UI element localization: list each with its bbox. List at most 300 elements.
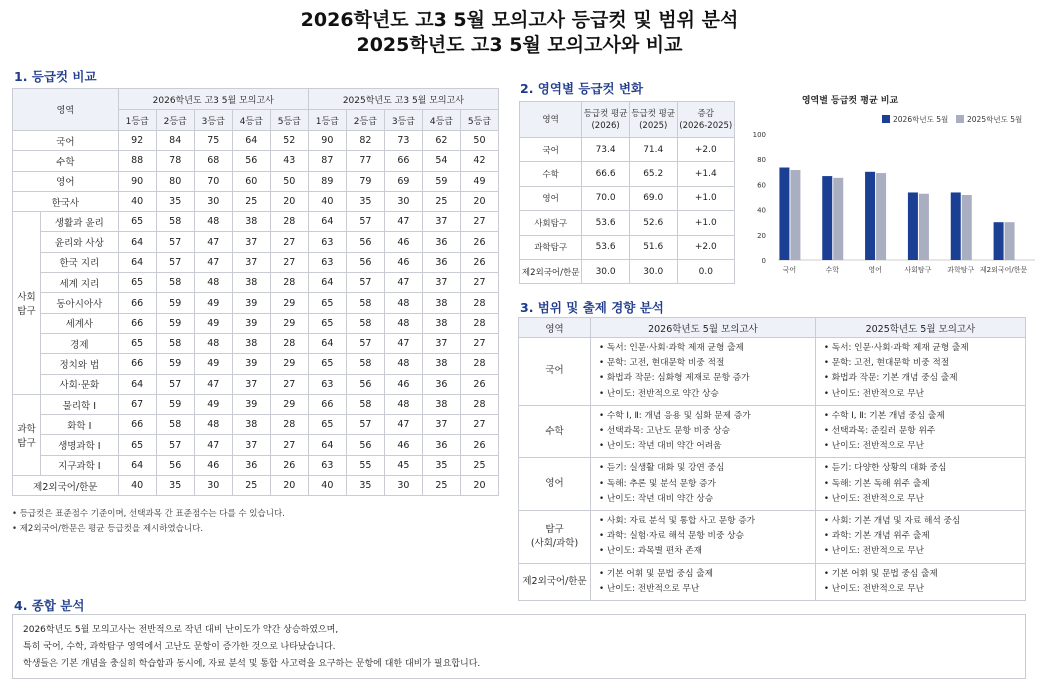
- bullet-item: • 화법과 작문: 기본 개념 중심 출제: [824, 371, 1019, 386]
- cell-2025: 28: [460, 293, 498, 313]
- subject-name: 화학 Ⅰ: [41, 415, 119, 435]
- cell-2026: 28: [270, 415, 308, 435]
- bullet-item: • 선택과목: 고난도 문항 비중 상승: [599, 424, 809, 439]
- cell-2025: 40: [308, 191, 346, 211]
- bullet-item: • 사회: 자료 분석 및 통합 사고 문항 증가: [599, 514, 809, 529]
- table-row: [13, 313, 499, 333]
- cell-2025: 26: [460, 435, 498, 455]
- cell-2025: 36: [422, 252, 460, 272]
- subject-name: 정치와 법: [41, 354, 119, 374]
- grade-cut-table: [12, 88, 499, 496]
- x-tick-label: 사회탐구: [904, 266, 932, 274]
- cell-2025: 37: [422, 415, 460, 435]
- section1-heading: 1. 등급컷 비교: [14, 69, 97, 84]
- bullet-list: [599, 409, 809, 455]
- subject-name: 탐구 (사회/과학): [519, 511, 591, 564]
- cell-2025: 58: [346, 394, 384, 414]
- cell-2025: 63: [308, 232, 346, 252]
- title-line-1: 2026학년도 고3 5월 모의고사 등급컷 및 범위 분석: [300, 9, 739, 31]
- bar-2026: [908, 192, 918, 260]
- cell-2026: 27: [270, 232, 308, 252]
- cell-2025: 57: [346, 415, 384, 435]
- grade-header: 1등급: [308, 110, 346, 131]
- cell-2026: 37: [232, 252, 270, 272]
- cell-2026: 57: [156, 252, 194, 272]
- cell-2025: 28: [460, 313, 498, 333]
- trend-cell-2025: [815, 338, 1025, 406]
- cell-2025: 28: [460, 354, 498, 374]
- table-row: [519, 511, 1026, 564]
- value-cell: 70.0: [582, 186, 630, 210]
- bullet-item: • 수학 Ⅰ, Ⅱ: 개념 응용 및 심화 문제 증가: [599, 409, 809, 424]
- cell-2026: 65: [118, 333, 156, 353]
- col-header: 등급컷 평균 (2026): [582, 102, 630, 138]
- cell-2025: 56: [346, 252, 384, 272]
- x-tick-label: 국어: [782, 266, 797, 274]
- trend-cell-2026: [591, 458, 816, 511]
- cell-2026: 29: [270, 293, 308, 313]
- bullet-item: • 화법과 작문: 심화형 제재로 문항 증가: [599, 371, 809, 386]
- legend-swatch: [882, 115, 890, 123]
- bullet-item: • 선택과목: 준킬러 문항 위주: [824, 424, 1019, 439]
- cell-2025: 58: [346, 313, 384, 333]
- cell-2025: 26: [460, 252, 498, 272]
- cell-2025: 69: [384, 171, 422, 191]
- subject-name: 지구과학 Ⅰ: [41, 455, 119, 475]
- cell-2025: 20: [460, 191, 498, 211]
- cell-2025: 35: [422, 455, 460, 475]
- cell-2025: 47: [384, 415, 422, 435]
- table-row: [519, 405, 1026, 458]
- y-tick-label: 80: [757, 156, 766, 165]
- bullet-item: • 기본 어휘 및 문법 중심 출제: [599, 567, 809, 582]
- bullet-item: • 기본 어휘 및 문법 중심 출제: [824, 567, 1019, 582]
- x-tick-label: 수학: [825, 266, 840, 274]
- bar-2026: [865, 172, 875, 260]
- cell-2026: 57: [156, 374, 194, 394]
- table-row: [13, 354, 499, 374]
- summary-box: [12, 614, 1026, 679]
- cell-2026: 35: [156, 476, 194, 496]
- bullet-item: • 난이도: 전반적으로 약간 상승: [599, 387, 809, 402]
- subject-name: 과학탐구: [520, 235, 582, 259]
- cell-2025: 48: [384, 293, 422, 313]
- cell-2025: 26: [460, 232, 498, 252]
- y-tick-label: 0: [761, 257, 766, 265]
- bar-2026: [994, 222, 1004, 260]
- cell-2025: 66: [384, 151, 422, 171]
- subject-name: 수학: [520, 162, 582, 186]
- subject-name: 세계 지리: [41, 273, 119, 293]
- cell-2025: 27: [460, 415, 498, 435]
- cell-2026: 65: [118, 212, 156, 232]
- value-cell: +1.4: [677, 162, 734, 186]
- bullet-item: • 독서: 인문·사회·과학 제재 균형 출제: [599, 341, 809, 356]
- col-header: 영역: [519, 318, 591, 338]
- bullet-item: • 난이도: 전반적으로 무난: [824, 544, 1019, 559]
- cell-2026: 49: [194, 394, 232, 414]
- cell-2026: 26: [270, 455, 308, 475]
- table-row: [13, 374, 499, 394]
- summary-line-1: 2026학년도 5월 모의고사는 전반적으로 작년 대비 난이도가 약간 상승하였으며,: [23, 625, 339, 635]
- cell-2026: 38: [232, 212, 270, 232]
- cell-2026: 47: [194, 374, 232, 394]
- cell-2026: 49: [194, 293, 232, 313]
- cell-2026: 37: [232, 374, 270, 394]
- cell-2026: 84: [156, 131, 194, 151]
- cell-2026: 50: [270, 171, 308, 191]
- bullet-item: • 사회: 기본 개념 및 자료 해석 중심: [824, 514, 1019, 529]
- cell-2026: 39: [232, 313, 270, 333]
- subject-name: 경제: [41, 333, 119, 353]
- cell-2026: 48: [194, 415, 232, 435]
- summary-line-2: 특히 국어, 수학, 과학탐구 영역에서 고난도 문항이 증가한 것으로 나타났습니다.: [23, 642, 336, 652]
- value-cell: +1.0: [677, 186, 734, 210]
- subject-name: 수학: [519, 405, 591, 458]
- value-cell: 51.6: [629, 235, 677, 259]
- grade-header: 4등급: [232, 110, 270, 131]
- table-row: [519, 563, 1026, 600]
- cell-2025: 30: [384, 476, 422, 496]
- cell-2025: 47: [384, 333, 422, 353]
- bullet-item: • 과학: 실험·자료 해석 문항 비중 상승: [599, 529, 809, 544]
- cell-2026: 59: [156, 354, 194, 374]
- grade-header: 4등급: [422, 110, 460, 131]
- cell-2026: 27: [270, 374, 308, 394]
- cell-2025: 36: [422, 232, 460, 252]
- cell-2026: 25: [232, 476, 270, 496]
- cell-2026: 57: [156, 435, 194, 455]
- bullet-item: • 과학: 기본 개념 위주 출제: [824, 529, 1019, 544]
- cell-2025: 26: [460, 374, 498, 394]
- subject-name: 수학: [13, 151, 119, 171]
- bullet-item: • 난이도: 과목별 편차 존재: [599, 544, 809, 559]
- subject-name: 제2외국어/한문: [13, 476, 119, 496]
- col-header: 증감 (2026-2025): [677, 102, 734, 138]
- title-line-2: 2025학년도 고3 5월 모의고사와 비교: [356, 34, 683, 56]
- cell-2026: 48: [194, 212, 232, 232]
- bullet-list: [599, 341, 809, 402]
- cell-2025: 36: [422, 435, 460, 455]
- subject-name: 국어: [13, 131, 119, 151]
- trend-cell-2025: [815, 563, 1025, 600]
- cell-2025: 48: [384, 313, 422, 333]
- cell-2026: 64: [232, 131, 270, 151]
- table-row: [13, 151, 499, 171]
- cell-2026: 39: [232, 293, 270, 313]
- value-cell: +2.0: [677, 138, 734, 162]
- note-1: • 등급컷은 표준점수 기준이며, 선택과목 간 표준점수는 다를 수 있습니다.: [12, 509, 285, 519]
- cell-2025: 90: [308, 131, 346, 151]
- cell-2025: 20: [460, 476, 498, 496]
- cell-2025: 87: [308, 151, 346, 171]
- table-row: [13, 476, 499, 496]
- x-tick-label: 과학탐구: [947, 266, 975, 274]
- bullet-list: [599, 461, 809, 507]
- cell-2025: 77: [346, 151, 384, 171]
- cell-2026: 59: [156, 394, 194, 414]
- value-cell: 65.2: [629, 162, 677, 186]
- trend-cell-2026: [591, 511, 816, 564]
- cell-2025: 65: [308, 354, 346, 374]
- subject-name: 사회·문화: [41, 374, 119, 394]
- grade-header: 1등급: [118, 110, 156, 131]
- bar-2025: [962, 195, 972, 260]
- table-row: [13, 394, 499, 414]
- cell-2026: 58: [156, 212, 194, 232]
- cell-2026: 28: [270, 333, 308, 353]
- summary-line-3: 학생들은 기본 개념을 충실히 학습함과 동시에, 자료 분석 및 통합 사고력을 요구하는 문항에 대한 대비가 필요합니다.: [23, 659, 481, 669]
- table-row: [13, 212, 499, 232]
- cell-2026: 38: [232, 333, 270, 353]
- table-row: [13, 191, 499, 211]
- cell-2025: 62: [422, 131, 460, 151]
- bar-2026: [822, 176, 832, 260]
- cell-2026: 80: [156, 171, 194, 191]
- cell-2026: 59: [156, 293, 194, 313]
- table-row: [520, 235, 735, 259]
- cell-2025: 66: [308, 394, 346, 414]
- bar-2026: [951, 192, 961, 260]
- bullet-item: • 문학: 고전, 현대문학 비중 적절: [824, 356, 1019, 371]
- cell-2026: 65: [118, 435, 156, 455]
- cell-2025: 56: [346, 374, 384, 394]
- trend-cell-2025: [815, 405, 1025, 458]
- table-row: [13, 333, 499, 353]
- cell-2026: 68: [194, 151, 232, 171]
- group-2026-header: 2026학년도 고3 5월 모의고사: [118, 89, 308, 110]
- cell-2026: 66: [118, 415, 156, 435]
- x-tick-label: 영어: [868, 266, 882, 274]
- cell-2025: 64: [308, 212, 346, 232]
- cell-2025: 30: [384, 191, 422, 211]
- table-row: [520, 162, 735, 186]
- cell-2025: 56: [346, 435, 384, 455]
- cell-2026: 38: [232, 273, 270, 293]
- bullet-item: • 독서: 인문·사회·과학 제재 균형 출제: [824, 341, 1019, 356]
- value-cell: 69.0: [629, 186, 677, 210]
- cell-2025: 38: [422, 293, 460, 313]
- cell-2026: 30: [194, 191, 232, 211]
- cell-2026: 43: [270, 151, 308, 171]
- bullet-list: [599, 567, 809, 597]
- grade-header: 5등급: [270, 110, 308, 131]
- table-notes: [12, 507, 285, 537]
- cell-2026: 38: [232, 415, 270, 435]
- cell-2025: 47: [384, 212, 422, 232]
- bullet-item: • 듣기: 실생활 대화 및 강연 중심: [599, 461, 809, 476]
- bullet-item: • 독해: 추론 및 분석 문항 증가: [599, 477, 809, 492]
- cell-2025: 48: [384, 394, 422, 414]
- cell-2026: 66: [118, 354, 156, 374]
- cell-2026: 47: [194, 232, 232, 252]
- cell-2026: 67: [118, 394, 156, 414]
- group-label-social: 사회 탐구: [13, 212, 41, 395]
- y-tick-label: 40: [757, 206, 766, 215]
- subject-name: 생활과 윤리: [41, 212, 119, 232]
- cell-2026: 52: [270, 131, 308, 151]
- table-row: [13, 273, 499, 293]
- cell-2026: 64: [118, 374, 156, 394]
- subject-name: 영어: [13, 171, 119, 191]
- cell-2025: 82: [346, 131, 384, 151]
- cell-2026: 66: [118, 313, 156, 333]
- cell-2025: 36: [422, 374, 460, 394]
- cell-2026: 48: [194, 333, 232, 353]
- cell-2026: 64: [118, 455, 156, 475]
- cell-2026: 75: [194, 131, 232, 151]
- cell-2026: 66: [118, 293, 156, 313]
- cell-2026: 25: [232, 191, 270, 211]
- subject-name: 국어: [519, 338, 591, 406]
- cell-2026: 37: [232, 232, 270, 252]
- col-header: 2025학년도 5월 모의고사: [815, 318, 1025, 338]
- subject-name: 국어: [520, 138, 582, 162]
- cell-2026: 20: [270, 191, 308, 211]
- cell-2025: 59: [422, 171, 460, 191]
- cell-2025: 42: [460, 151, 498, 171]
- page-title: [0, 8, 1039, 58]
- bullet-list: [824, 341, 1019, 402]
- cell-2025: 46: [384, 374, 422, 394]
- chart-title: 영역별 등급컷 평균 비교: [801, 96, 899, 106]
- bar-2025: [876, 173, 886, 260]
- group-label-science: 과학 탐구: [13, 394, 41, 475]
- bullet-item: • 난이도: 작년 대비 약간 어려움: [599, 439, 809, 454]
- cell-2025: 37: [422, 333, 460, 353]
- cell-2026: 40: [118, 476, 156, 496]
- subject-name: 동아시아사: [41, 293, 119, 313]
- bullet-item: • 수학 Ⅰ, Ⅱ: 기본 개념 중심 출제: [824, 409, 1019, 424]
- cell-2025: 63: [308, 455, 346, 475]
- grade-header: 2등급: [156, 110, 194, 131]
- bar-2025: [919, 194, 929, 260]
- cell-2025: 37: [422, 273, 460, 293]
- bullet-item: • 난이도: 전반적으로 무난: [824, 387, 1019, 402]
- cell-2026: 35: [156, 191, 194, 211]
- subject-name: 사회탐구: [520, 211, 582, 235]
- table-row: [13, 232, 499, 252]
- trend-cell-2025: [815, 458, 1025, 511]
- bullet-item: • 난이도: 전반적으로 무난: [824, 439, 1019, 454]
- cell-2025: 48: [384, 354, 422, 374]
- cell-2025: 25: [422, 191, 460, 211]
- cell-2026: 49: [194, 354, 232, 374]
- value-cell: 66.6: [582, 162, 630, 186]
- cell-2025: 65: [308, 293, 346, 313]
- cell-2026: 39: [232, 354, 270, 374]
- cell-2026: 29: [270, 354, 308, 374]
- cell-2025: 27: [460, 333, 498, 353]
- bullet-item: • 난이도: 전반적으로 무난: [599, 582, 809, 597]
- cell-2025: 46: [384, 232, 422, 252]
- cell-2025: 27: [460, 212, 498, 232]
- table-row: [13, 252, 499, 272]
- cell-2026: 29: [270, 313, 308, 333]
- average-change-table: [519, 101, 735, 284]
- cell-2025: 57: [346, 333, 384, 353]
- cell-2026: 49: [194, 313, 232, 333]
- legend-label: 2025학년도 5월: [967, 115, 1023, 124]
- cell-2026: 47: [194, 252, 232, 272]
- subject-name: 제2외국어/한문: [520, 259, 582, 283]
- cell-2026: 64: [118, 232, 156, 252]
- cell-2025: 57: [346, 212, 384, 232]
- cell-2026: 36: [232, 455, 270, 475]
- cell-2025: 47: [384, 273, 422, 293]
- bar-2025: [1005, 222, 1015, 260]
- value-cell: 30.0: [582, 259, 630, 283]
- table-row: [13, 415, 499, 435]
- cell-2025: 54: [422, 151, 460, 171]
- bar-2026: [779, 168, 789, 260]
- value-cell: 0.0: [677, 259, 734, 283]
- subject-name: 세계사: [41, 313, 119, 333]
- y-tick-label: 60: [757, 181, 766, 190]
- cell-2025: 63: [308, 374, 346, 394]
- cell-2025: 58: [346, 293, 384, 313]
- cell-2025: 25: [422, 476, 460, 496]
- table-row: [519, 458, 1026, 511]
- subject-name: 영어: [519, 458, 591, 511]
- cell-2026: 70: [194, 171, 232, 191]
- subject-name: 물리학 Ⅰ: [41, 394, 119, 414]
- bullet-list: [824, 514, 1019, 560]
- cell-2026: 28: [270, 212, 308, 232]
- cell-2025: 25: [460, 455, 498, 475]
- cell-2026: 29: [270, 394, 308, 414]
- cell-2025: 73: [384, 131, 422, 151]
- bullet-list: [824, 567, 1019, 597]
- average-comparison-chart: [750, 92, 1035, 287]
- cell-2026: 48: [194, 273, 232, 293]
- col-header: 등급컷 평균 (2025): [629, 102, 677, 138]
- cell-2025: 40: [308, 476, 346, 496]
- section3-heading: 3. 범위 및 출제 경향 분석: [520, 300, 664, 315]
- cell-2026: 28: [270, 273, 308, 293]
- cell-2026: 56: [156, 455, 194, 475]
- value-cell: 71.4: [629, 138, 677, 162]
- grade-header: 3등급: [384, 110, 422, 131]
- cell-2026: 39: [232, 394, 270, 414]
- cell-2025: 46: [384, 435, 422, 455]
- value-cell: 30.0: [629, 259, 677, 283]
- bullet-list: [824, 461, 1019, 507]
- cell-2025: 89: [308, 171, 346, 191]
- legend-swatch: [956, 115, 964, 123]
- cell-2025: 45: [384, 455, 422, 475]
- cell-2025: 37: [422, 212, 460, 232]
- cell-2025: 63: [308, 252, 346, 272]
- bullet-list: [599, 514, 809, 560]
- cell-2025: 38: [422, 394, 460, 414]
- bullet-list: [824, 409, 1019, 455]
- cell-2025: 64: [308, 333, 346, 353]
- cell-2026: 57: [156, 232, 194, 252]
- bullet-item: • 듣기: 다양한 상황의 대화 중심: [824, 461, 1019, 476]
- value-cell: 73.4: [582, 138, 630, 162]
- cell-2026: 40: [118, 191, 156, 211]
- value-cell: 53.6: [582, 211, 630, 235]
- cell-2026: 58: [156, 415, 194, 435]
- cell-2026: 20: [270, 476, 308, 496]
- subject-name: 영어: [520, 186, 582, 210]
- cell-2026: 46: [194, 455, 232, 475]
- range-trend-table: [518, 317, 1026, 601]
- y-tick-label: 20: [757, 231, 766, 240]
- col-area-header: 영역: [13, 89, 119, 131]
- cell-2026: 59: [156, 313, 194, 333]
